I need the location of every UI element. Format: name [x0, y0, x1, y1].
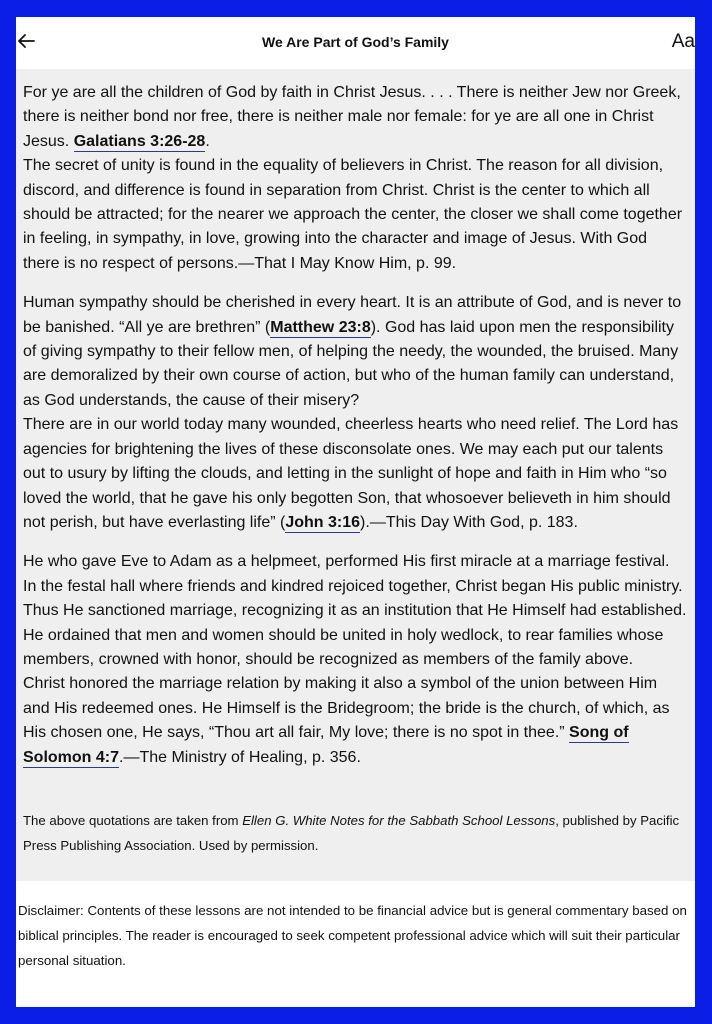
- paragraph-text: .—The Ministry of Healing, p. 356.: [119, 748, 361, 766]
- text-size-button[interactable]: Aa: [671, 31, 695, 52]
- paragraph: He who gave Eve to Adam as a helpmeet, performed His first miracle at a marriage festival. In the festal hall where friends and kindred rejoiced together, Christ began His public ministry. Thus He sanctioned marriage, recognizing it as an institution that He Himself had established. He ordained that men and women should be united in holy wedlock, to rear families whose members, crowned with honor, should be recognized as members of the family above.: [23, 553, 687, 668]
- paragraph-text: Human sympathy should be cherished in every heart. It is an attribute of God, and is never to be banished. “All ye are brethren” (: [23, 294, 682, 336]
- credit-text: , published by Pacific Press Publishing Association. Used by permission.: [23, 813, 680, 853]
- top-bar: [16, 17, 695, 69]
- paragraph: [23, 413, 687, 535]
- scripture-link-galatians[interactable]: Galatians 3:26-28: [73, 132, 206, 150]
- paragraph-text: There are in our world today many wounded, cheerless hearts who need relief. The Lord has agencies for brightening the lives of these disconsolate ones. We may each put our talents out to usury by lifting the clouds, and letting in the sunlight of hope and faith in Him who “so loved the world, that he gave his only begotten Son, that whosoever believeth in him should not perish, but have everlasting life” (: [23, 416, 679, 531]
- credit-book-title: Ellen G. White Notes for the Sabbath School Lessons: [242, 813, 556, 828]
- paragraph-text: ). God has laid upon men the responsibility of giving sympathy to their fellow men, of helping the needy, the wounded, the bruised. Many are demoralized by their own course of action, but who of the human family can understand, as God understands, the cause of their misery?: [23, 318, 679, 409]
- reader-frame: [16, 17, 695, 1007]
- disclaimer: Disclaimer: Contents of these lessons are not intended to be financial advice but is general commentary based on biblical principles. The reader is encouraged to seek competent professional advice which will suit their particular personal situation.: [18, 903, 687, 969]
- quotation-credit: [23, 809, 687, 858]
- paragraph-text: For ye are all the children of God by faith in Christ Jesus. . . . There is neither Jew nor Greek, there is neither bond nor free, there is neither male nor female: for ye are all one in Christ Jesus.: [23, 84, 681, 150]
- page-title: We Are Part of God’s Family: [262, 34, 449, 50]
- lesson-content: [16, 69, 695, 881]
- scripture-link-song-of-solomon[interactable]: Song of Solomon 4:7: [23, 724, 629, 766]
- paragraph: [23, 672, 687, 770]
- paragraph: [23, 291, 687, 413]
- paragraph-text: ).—This Day With God, p. 183.: [360, 513, 578, 531]
- paragraph: [23, 81, 687, 154]
- credit-text: The above quotations are taken from: [23, 813, 243, 828]
- paragraph: The secret of unity is found in the equality of believers in Christ. The reason for all division, discord, and difference is found in separation from Christ. Christ is the center to which all should be attracted; for the nearer we approach the center, the closer we shall come together in feeling, in sympathy, in love, growing into the character and image of Jesus. With God there is no respect of persons.—That I May Know Him, p. 99.: [23, 157, 683, 272]
- lesson-text: [23, 81, 687, 770]
- scripture-link-john[interactable]: John 3:16: [285, 513, 361, 531]
- scripture-link-matthew[interactable]: Matthew 23:8: [270, 318, 371, 336]
- paragraph-text: Christ honored the marriage relation by making it also a symbol of the union between Him and His redeemed ones. He Himself is the Bridegroom; the bride is the church, of which, as His chosen one, He says, “Thou art all fair, My love; there is no spot in thee.”: [23, 675, 670, 742]
- paragraph-text: .: [205, 132, 210, 150]
